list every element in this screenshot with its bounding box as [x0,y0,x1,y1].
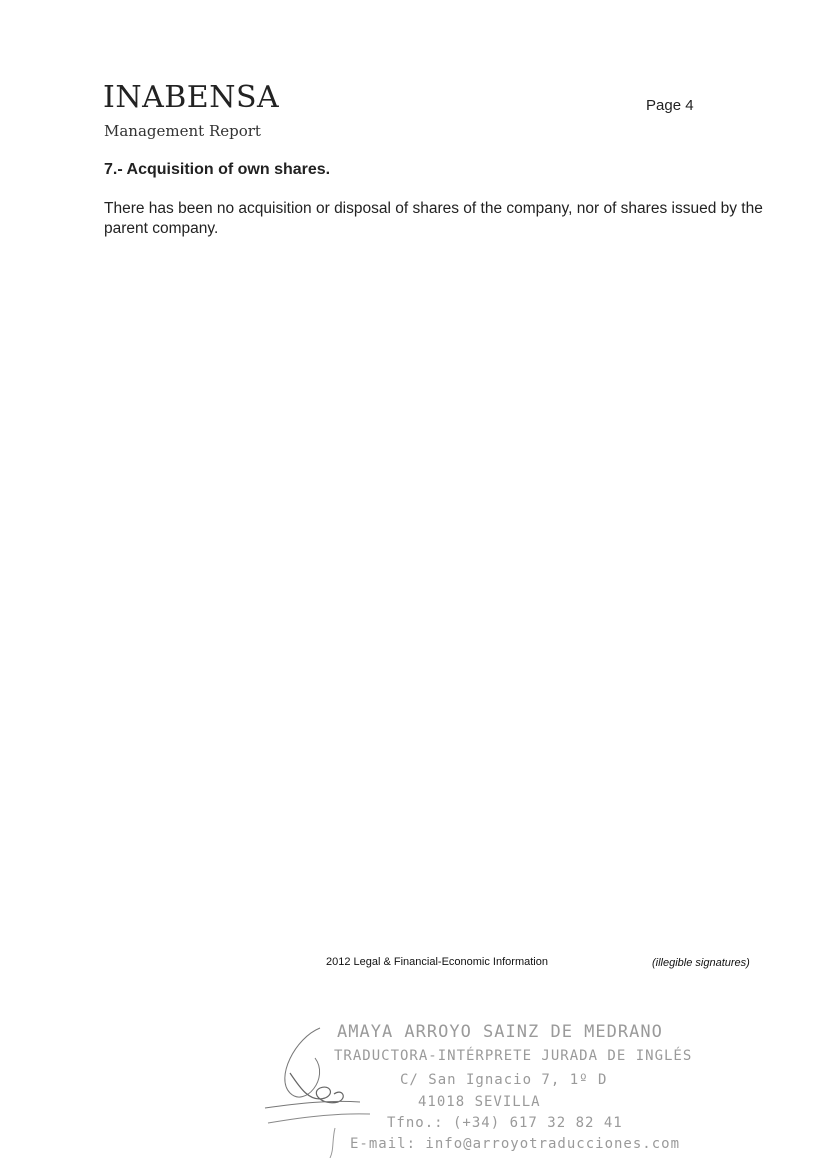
section-heading: 7.- Acquisition of own shares. [104,161,331,178]
footer-document-title: 2012 Legal & Financial-Economic Information [326,956,548,968]
stamp-phone: Tfno.: (+34) 617 32 82 41 [387,1115,623,1131]
translator-stamp [260,1018,693,1158]
stamp-name: AMAYA ARROYO SAINZ DE MEDRANO [337,1022,663,1042]
footer-signature-note: (illegible signatures) [652,957,750,969]
page-number: Page 4 [646,97,694,114]
stamp-city: 41018 SEVILLA [418,1094,541,1110]
stamp-email: E-mail: info@arroyotraducciones.com [350,1136,681,1152]
section-body: There has been no acquisition or disposal of shares of the company, nor of shares issued by the parent company. [104,200,763,237]
stamp-street: C/ San Ignacio 7, 1º D [400,1072,608,1088]
logo-title: INABENSA [103,80,280,115]
stamp-role: TRADUCTORA-INTÉRPRETE JURADA DE INGLÉS [334,1048,693,1064]
logo-subtitle: Management Report [104,122,261,140]
